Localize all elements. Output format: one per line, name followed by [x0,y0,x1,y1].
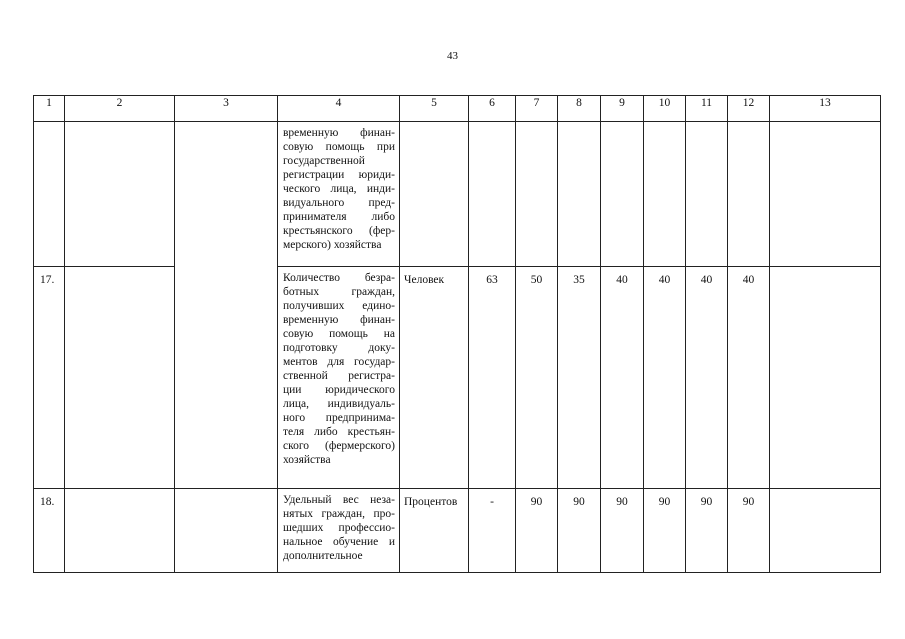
unit-cell [400,122,469,267]
value-cell: 40 [644,267,686,489]
value-cell: 90 [644,489,686,573]
column-header: 12 [728,96,770,122]
note-cell [770,122,881,267]
column-header: 1 [34,96,65,122]
value-cell: 63 [469,267,516,489]
value-cell [469,122,516,267]
indicator-name-cell: Количество безра-ботных граждан, получивших едино-временную финан-совую помощь на подготовку доку-ментов для государ-ственной регистра-ции юридического лица, индивидуаль-ного предпринима-теля либо крестьян-ского (фермерского) хозяйства [278,267,400,489]
value-cell: 90 [686,489,728,573]
column-header: 10 [644,96,686,122]
indicator-name-cell: временную финан-совую помощь при государственной регистрации юриди-ческого лица, инди-видуального пред-принимателя либо крестьянского (фер-мерского) хозяйства [278,122,400,267]
column-header: 9 [601,96,644,122]
value-cell [516,122,558,267]
program-cell [175,122,278,489]
note-cell [770,489,881,573]
value-cell [601,122,644,267]
unit-cell: Человек [400,267,469,489]
column-header: 7 [516,96,558,122]
table-row [34,489,881,573]
value-cell: 90 [728,489,770,573]
indicator-table [33,95,881,573]
value-cell: 90 [516,489,558,573]
value-cell: 40 [601,267,644,489]
column-header: 3 [175,96,278,122]
row-index-cell: 18. [34,489,65,573]
column-header: 4 [278,96,400,122]
column-header: 6 [469,96,516,122]
value-cell: 40 [728,267,770,489]
value-cell [728,122,770,267]
value-cell: 50 [516,267,558,489]
value-cell: 90 [558,489,601,573]
value-cell: 90 [601,489,644,573]
indicator-group-cell [65,122,175,267]
row-index-cell: 17. [34,267,65,489]
column-header: 2 [65,96,175,122]
value-cell: 40 [686,267,728,489]
value-cell [644,122,686,267]
column-header: 11 [686,96,728,122]
column-header: 8 [558,96,601,122]
indicator-group-cell [65,267,175,489]
table-row [34,267,881,489]
column-header: 5 [400,96,469,122]
value-cell: - [469,489,516,573]
value-cell [686,122,728,267]
value-cell: 35 [558,267,601,489]
note-cell [770,267,881,489]
unit-cell: Процентов [400,489,469,573]
value-cell [558,122,601,267]
program-cell [175,489,278,573]
row-index-cell [34,122,65,267]
indicator-name-cell: Удельный вес неза-нятых граждан, про-шедших профессио-нальное обучение и дополнительное [278,489,400,573]
page-number: 43 [447,50,458,62]
indicator-group-cell [65,489,175,573]
column-header: 13 [770,96,881,122]
header-row [34,96,881,122]
table-row [34,122,881,267]
